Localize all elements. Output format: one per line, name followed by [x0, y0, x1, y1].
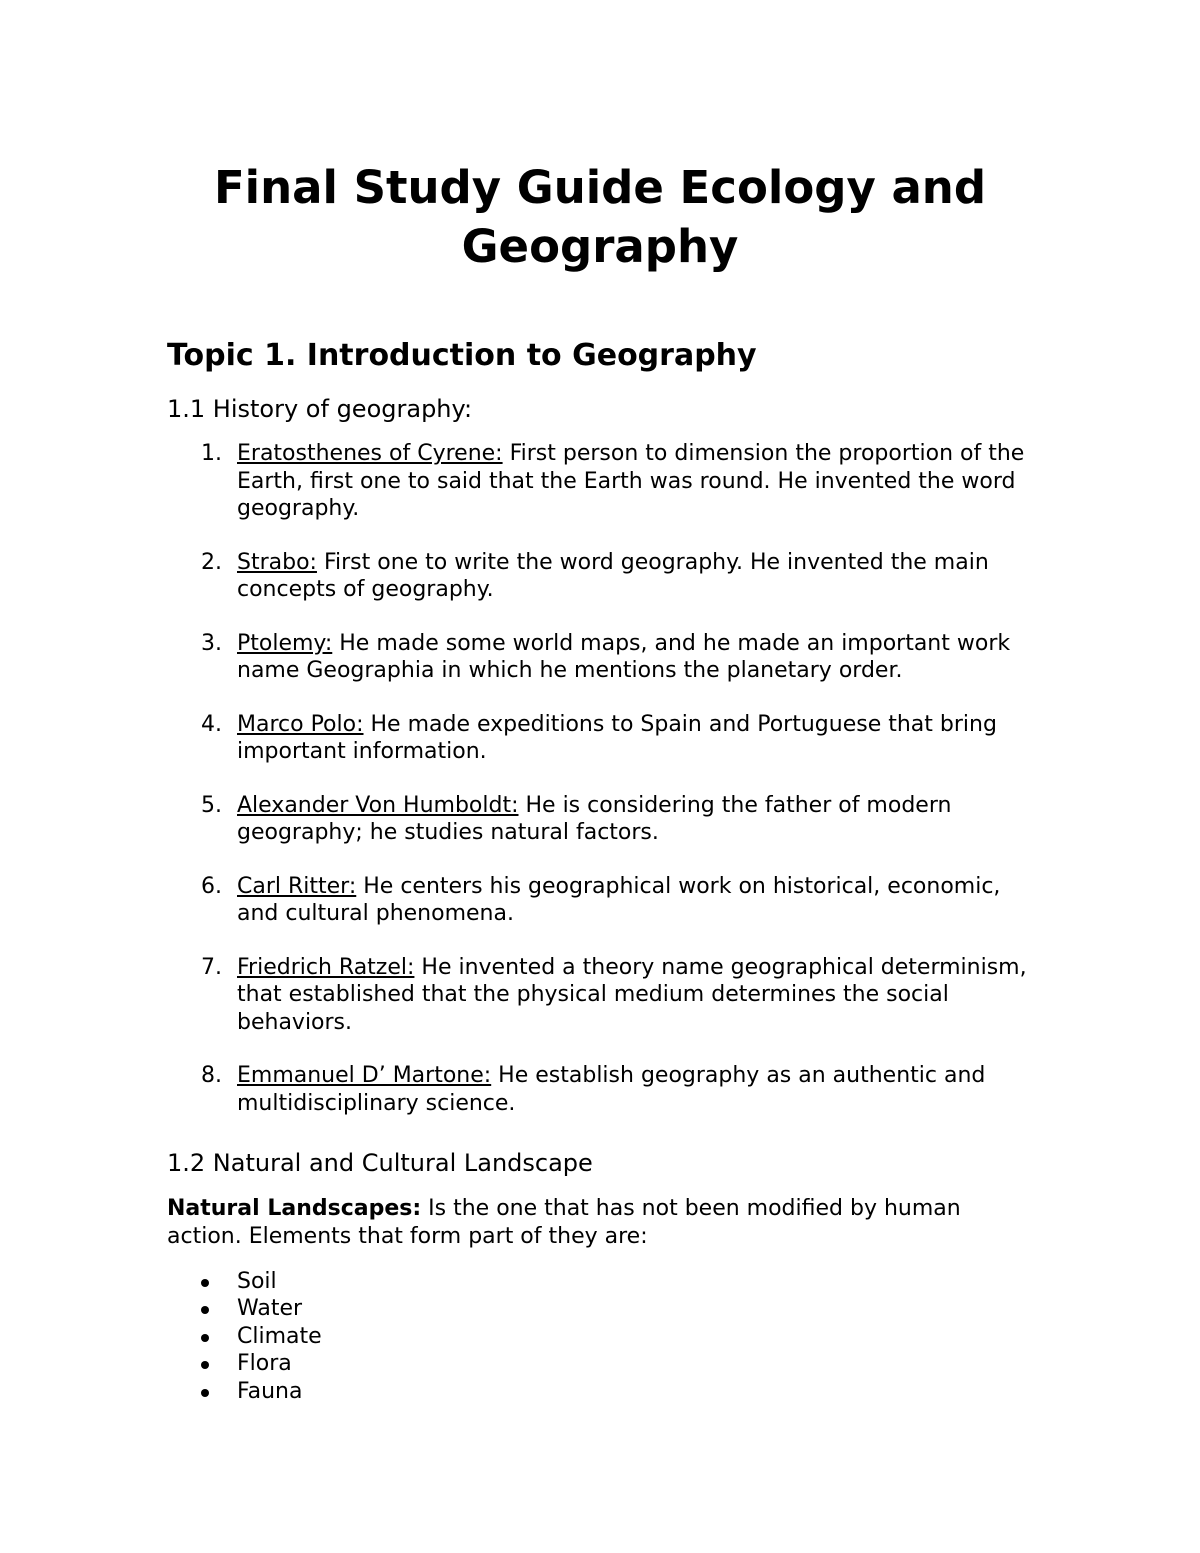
element-label: Flora — [237, 1351, 292, 1377]
item-description: First one to write the word geography. He invented the main concepts of geography. — [237, 549, 989, 602]
document-title: Final Study Guide Ecology and Geography — [213, 161, 987, 273]
item-description: He made some world maps, and he made an important work name Geographia in which he mentions the planetary order. — [237, 630, 1011, 683]
item-number: 8. — [201, 1063, 222, 1088]
item-description: He made expeditions to Spain and Portuguese that bring important information. — [237, 711, 997, 764]
item-name: Ptolemy: — [237, 630, 333, 656]
item-name: Marco Polo: — [237, 711, 364, 737]
item-number: 4. — [201, 711, 222, 737]
natural-landscapes-paragraph — [167, 1195, 1037, 1250]
history-list — [0, 440, 1200, 1143]
natural-landscapes-label: Natural Landscapes: — [167, 1196, 422, 1221]
history-item-martone — [0, 1062, 1200, 1117]
item-name: Eratosthenes of Cyrene: — [237, 441, 503, 466]
item-description: He centers his geographical work on historical, economic, and cultural phenomena. — [237, 873, 1001, 926]
item-number: 7. — [201, 954, 222, 980]
history-item-marco-polo — [0, 711, 1200, 766]
item-name: Strabo: — [237, 549, 317, 575]
item-text-block — [237, 792, 1037, 847]
element-label: Climate — [237, 1323, 322, 1349]
item-text-block — [237, 873, 1037, 928]
bullet-icon — [201, 1279, 209, 1287]
element-label: Soil — [237, 1269, 277, 1294]
item-description: First person to dimension the proportion of the Earth, first one to said that the Earth was round. He invented the word geography. — [237, 441, 1025, 521]
history-item-humboldt — [0, 792, 1200, 847]
item-description: He is considering the father of modern geography; he studies natural factors. — [237, 792, 952, 845]
item-name: Emmanuel D’ Martone: — [237, 1063, 492, 1088]
item-text-block — [237, 711, 1037, 766]
natural-landscapes-text: Is the one that has not been modified by human action. Elements that form part of they are: — [167, 1196, 961, 1249]
item-name: Friedrich Ratzel: — [237, 954, 415, 980]
item-number: 1. — [201, 441, 222, 466]
item-text-block — [237, 954, 1037, 1037]
item-number: 5. — [201, 792, 222, 818]
landscape-heading: 1.2 Natural and Cultural Landscape — [167, 1149, 593, 1177]
history-item-strabo — [0, 549, 1200, 604]
item-text-block — [237, 1062, 1037, 1117]
history-item-eratosthenes — [0, 440, 1200, 523]
topic-heading: Topic 1. Introduction to Geography — [167, 338, 757, 373]
item-name: Carl Ritter: — [237, 873, 357, 899]
bullet-icon — [201, 1334, 209, 1342]
bullet-icon — [201, 1306, 209, 1314]
history-item-ritter — [0, 873, 1200, 928]
bullet-icon — [201, 1389, 209, 1397]
history-item-ptolemy — [0, 630, 1200, 685]
item-text-block — [237, 630, 1037, 685]
element-label: Water — [237, 1296, 303, 1322]
element-label: Fauna — [237, 1378, 303, 1404]
bullet-icon — [201, 1361, 209, 1369]
item-text-block — [237, 440, 1037, 523]
item-number: 6. — [201, 873, 222, 899]
item-number: 3. — [201, 630, 222, 656]
history-heading: 1.1 History of geography: — [167, 395, 473, 423]
item-number: 2. — [201, 549, 222, 575]
item-text-block — [237, 549, 1037, 604]
history-item-ratzel — [0, 954, 1200, 1037]
item-description: He establish geography as an authentic and multidisciplinary science. — [237, 1063, 986, 1116]
item-name: Alexander Von Humboldt: — [237, 792, 519, 818]
item-description: He invented a theory name geographical determinism, that established that the physical medium determines the social behaviors. — [237, 954, 1027, 1035]
